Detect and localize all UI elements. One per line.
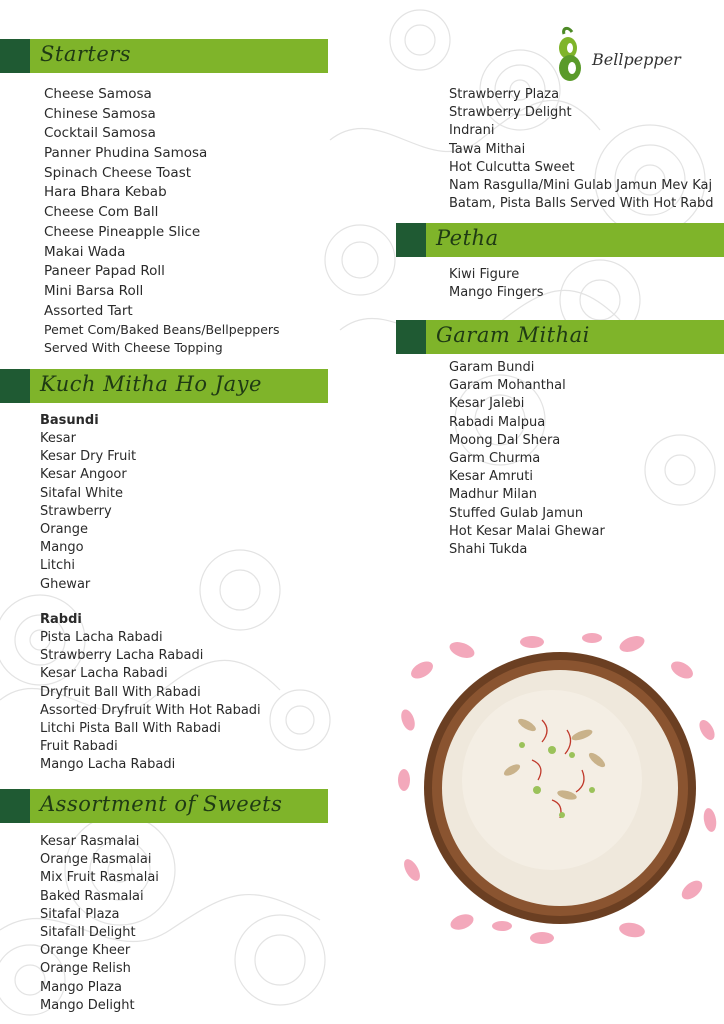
list-item: Sitafal Plaza xyxy=(40,906,120,922)
garam-mithai-list xyxy=(449,359,605,559)
list-item: Kesar Lacha Rabadi xyxy=(40,666,168,682)
list-item: Pemet Com/Baked Beans/Bellpeppers xyxy=(44,322,280,337)
list-item: Tawa Mithai xyxy=(449,141,526,157)
list-item: Garam Bundi xyxy=(449,360,535,375)
list-item: Cheese Com Ball xyxy=(44,204,159,221)
list-item: Stuffed Gulab Jamun xyxy=(449,505,584,521)
section-title: Petha xyxy=(436,226,499,250)
brand-name: Bellpepper xyxy=(592,50,681,69)
list-item: Moong Dal Shera xyxy=(449,432,561,448)
list-item: Cocktail Samosa xyxy=(44,125,156,142)
list-item: Kesar Jalebi xyxy=(449,396,525,412)
list-item: Cheese Pineapple Slice xyxy=(44,223,201,240)
list-item: Kesar Dry Fruit xyxy=(40,449,137,465)
list-item: Kesar Amruti xyxy=(449,469,533,485)
list-item: Garam Mohanthal xyxy=(449,378,566,394)
list-item: Orange xyxy=(40,521,89,537)
list-item: Paneer Papad Roll xyxy=(44,263,165,280)
list-item: Sitafall Delight xyxy=(40,924,136,940)
list-item: Garm Churma xyxy=(449,450,541,466)
section-header-kuch-mitha xyxy=(0,369,328,403)
list-item: Orange Kheer xyxy=(40,943,131,959)
list-item: Mix Fruit Rasmalai xyxy=(40,870,159,886)
list-item: Mini Barsa Roll xyxy=(44,282,144,299)
list-item: Indrani xyxy=(449,123,495,139)
list-item: Sitafal White xyxy=(40,485,124,501)
section-tab xyxy=(396,223,426,257)
section-tab xyxy=(0,39,30,73)
section-title: Starters xyxy=(40,42,132,66)
list-item: Strawberry Plaza xyxy=(449,87,560,102)
list-item: Strawberry Delight xyxy=(449,105,572,121)
starters-list-extra xyxy=(44,321,280,357)
list-item: Batam, Pista Balls Served With Hot Rabd xyxy=(449,196,714,212)
rabdi-list xyxy=(40,629,261,775)
list-item: Mango Fingers xyxy=(449,285,544,301)
list-item: Litchi xyxy=(40,558,75,574)
rabdi-bowl-image xyxy=(392,630,722,950)
section-tab xyxy=(0,789,30,823)
list-item: Assorted Tart xyxy=(44,302,133,319)
list-item: Mango Plaza xyxy=(40,979,122,995)
basundi-heading: Basundi xyxy=(40,413,99,428)
rabdi-heading: Rabdi xyxy=(40,612,82,627)
list-item: Orange Rasmalai xyxy=(40,852,152,868)
list-item: Hot Kesar Malai Ghewar xyxy=(449,523,605,539)
list-item: Strawberry Lacha Rabadi xyxy=(40,648,204,664)
section-title: Kuch Mitha Ho Jaye xyxy=(40,372,262,396)
list-item: Pista Lacha Rabadi xyxy=(40,630,163,645)
list-item: Strawberry xyxy=(40,503,112,519)
list-item: Mango Lacha Rabadi xyxy=(40,757,176,773)
list-item: Assorted Dryfruit With Hot Rabadi xyxy=(40,702,261,718)
list-item: Panner Phudina Samosa xyxy=(44,145,208,162)
list-item: Kiwi Figure xyxy=(449,267,520,282)
list-item: Served With Cheese Topping xyxy=(44,340,223,356)
section-tab xyxy=(0,369,30,403)
starters-list xyxy=(44,85,207,321)
list-item: Orange Relish xyxy=(40,961,131,977)
list-item: Hara Bhara Kebab xyxy=(44,184,167,201)
section-header-starters xyxy=(0,39,328,73)
list-item: Makai Wada xyxy=(44,243,126,260)
assortment-list-continued xyxy=(449,86,714,213)
basundi-list xyxy=(40,430,136,594)
list-item: Madhur Milan xyxy=(449,487,538,503)
list-item: Shahi Tukda xyxy=(449,541,528,557)
list-item: Dryfruit Ball With Rabadi xyxy=(40,684,201,700)
list-item: Mango xyxy=(40,540,84,556)
section-header-assortment xyxy=(0,789,328,823)
list-item: Rabadi Malpua xyxy=(449,414,546,430)
list-item: Cheese Samosa xyxy=(44,86,152,102)
list-item: Chinese Samosa xyxy=(44,105,156,122)
section-tab xyxy=(396,320,426,354)
list-item: Kesar Rasmalai xyxy=(40,834,140,849)
brand-logo xyxy=(556,24,696,86)
list-item: Fruit Rabadi xyxy=(40,739,118,755)
assortment-list xyxy=(40,833,159,1015)
list-item: Nam Rasgulla/Mini Gulab Jamun Mev Kaj xyxy=(449,177,713,193)
list-item: Ghewar xyxy=(40,576,91,592)
section-title: Assortment of Sweets xyxy=(40,792,283,816)
section-header-petha xyxy=(396,223,724,257)
list-item: Baked Rasmalai xyxy=(40,888,144,904)
list-item: Mango Delight xyxy=(40,997,135,1013)
petha-list xyxy=(449,266,544,302)
list-item: Hot Culcutta Sweet xyxy=(449,159,575,175)
section-header-garam-mithai xyxy=(396,320,724,354)
section-title: Garam Mithai xyxy=(436,323,590,347)
list-item: Kesar xyxy=(40,431,76,446)
list-item: Kesar Angoor xyxy=(40,467,127,483)
list-item: Spinach Cheese Toast xyxy=(44,164,192,181)
pepper-logo-icon xyxy=(556,24,592,86)
list-item: Litchi Pista Ball With Rabadi xyxy=(40,720,221,736)
